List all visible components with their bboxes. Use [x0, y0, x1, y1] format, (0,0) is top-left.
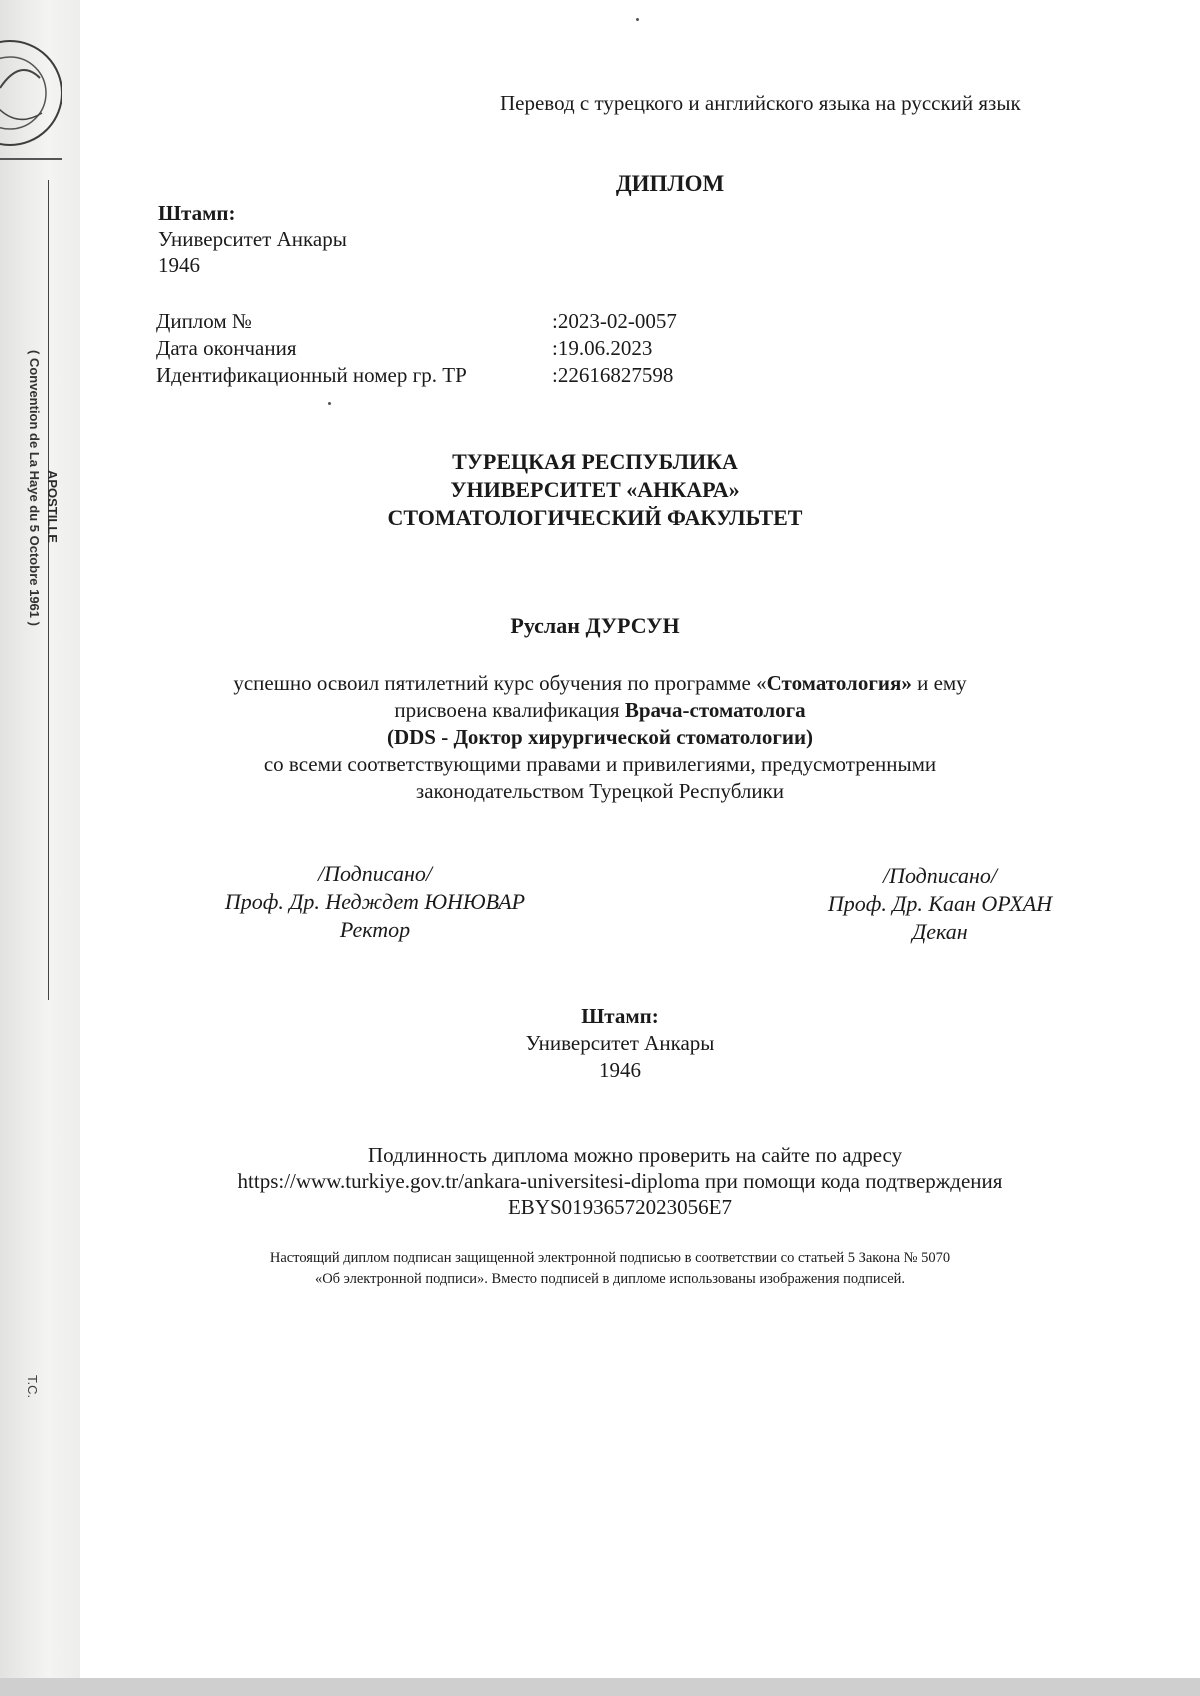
tc-label: T.C. [25, 1375, 40, 1399]
institution-university: УНИВЕРСИТЕТ «АНКАРА» [450, 477, 740, 502]
body-text: и ему [911, 671, 967, 695]
scan-speck [636, 18, 639, 21]
program-name: Стоматология» [766, 671, 912, 695]
scan-speck [328, 402, 331, 405]
verification-code: EBYS01936572023056E7 [507, 1195, 732, 1219]
apostille-label: APOSTILLE [45, 470, 60, 543]
graduation-date-value: :19.06.2023 [552, 336, 653, 360]
fold-line [48, 180, 49, 1000]
page-bottom-edge [0, 1678, 1200, 1696]
diploma-number-label: Диплом № [156, 309, 252, 333]
top-stamp-line1: Университет Анкары [158, 227, 347, 251]
verification-url[interactable]: https://www.turkiye.gov.tr/ankara-universitesi-diploma при помощи кода подтверждения [237, 1169, 1003, 1193]
footnote-line2: «Об электронной подписи». Вместо подписей в дипломе использованы изображения подписей. [314, 1271, 906, 1287]
apostille-page-edge [0, 0, 82, 1696]
body-line-1 [80, 670, 1120, 696]
graduate-name: Руслан ДУРСУН [510, 613, 680, 638]
institution-country: ТУРЕЦКАЯ РЕСПУБЛИКА [452, 449, 738, 474]
id-number-value: :22616827598 [552, 363, 674, 387]
graduation-date-label: Дата окончания [156, 336, 297, 360]
qualification: Врача-стоматолога [624, 698, 806, 722]
body-line-4: со всеми соответствующими правами и привилегиями, предусмотренными [263, 752, 937, 776]
footnote-line1: Настоящий диплом подписан защищенной электронной подписью в соответствии со статьей 5 Закона № 5070 [269, 1250, 951, 1266]
body-line-5: законодательством Турецкой Республики [415, 779, 785, 803]
top-stamp-line2: 1946 [158, 253, 200, 277]
body-text: успешно освоил пятилетний курс обучения по программе « [233, 671, 767, 695]
body-text: присвоена квалификация [394, 698, 625, 722]
bottom-stamp-label: Штамп: [581, 1004, 659, 1028]
rector-signed: /Подписано/ [317, 861, 433, 886]
dean-name: Проф. Др. Каан ОРХАН [827, 891, 1053, 916]
dean-title: Декан [912, 919, 968, 944]
body-line-2 [80, 697, 1120, 723]
institution-faculty: СТОМАТОЛОГИЧЕСКИЙ ФАКУЛЬТЕТ [387, 505, 803, 530]
verification-line1: Подлинность диплома можно проверить на сайте по адресу [367, 1143, 903, 1167]
top-stamp-label: Штамп: [158, 201, 236, 225]
rector-name: Проф. Др. Недждет ЮНЮВАР [224, 889, 526, 914]
bottom-stamp-line2: 1946 [599, 1058, 641, 1082]
rector-title: Ректор [339, 917, 411, 942]
translation-note: Перевод с турецкого и английского языка на русский язык [500, 91, 1021, 115]
diploma-translation-page [80, 0, 1200, 1678]
diploma-number-value: :2023-02-0057 [552, 309, 677, 333]
document-title: ДИПЛОМ [615, 171, 725, 196]
bottom-stamp-line1: Университет Анкары [525, 1031, 715, 1055]
page-shading [0, 0, 80, 1696]
dean-signed: /Подписано/ [882, 863, 998, 888]
convention-label: ( Convention de La Haye du 5 Octobre 1961 ) [27, 350, 42, 626]
id-number-label: Идентификационный номер гр. ТР [156, 363, 467, 387]
degree-line: (DDS - Доктор хирургической стоматологии) [386, 725, 814, 749]
seal-stamp-fragment [0, 18, 62, 168]
